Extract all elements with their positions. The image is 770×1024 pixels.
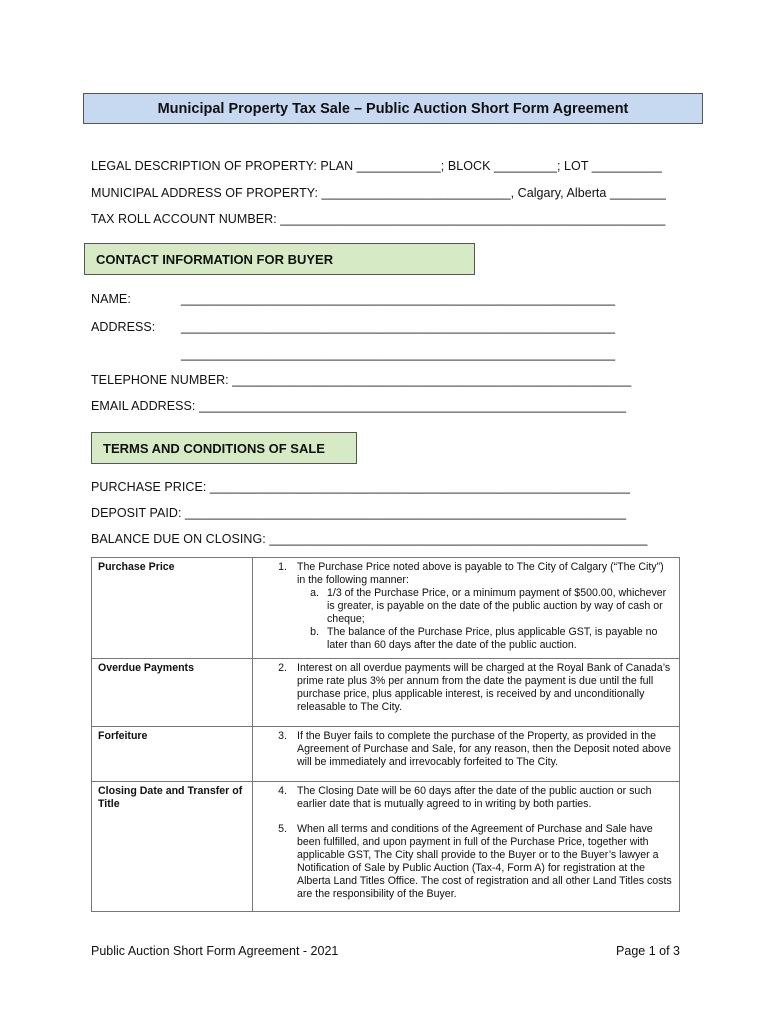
name-label: NAME: <box>91 292 131 306</box>
closing-date-label: Closing Date and Transfer of Title <box>92 782 253 912</box>
sub-item-text: 1/3 of the Purchase Price, or a minimum payment of $500.00, whichever is greater, is payable on the date of the public auction by way of cash or cheque; <box>327 587 667 625</box>
purchase-price-line: PURCHASE PRICE: ____________________________________________________________ <box>91 480 630 494</box>
forfeiture-label: Forfeiture <box>92 727 253 782</box>
table-row <box>92 782 680 912</box>
item-text: When all terms and conditions of the Agreement of Purchase and Sale have been fulfilled, and upon payment in full of the Purchase Price, together with applicable GST, The City shall provide to the Buyer or to the Buyer’s lawyer a Notification of Sale by Public Auction (Tax-4, Form A) for registration at the Alberta Land Titles Office. The cost of registration and all other Land Titles costs are the responsibility of the Buyer. <box>297 823 672 900</box>
item-text <box>297 561 673 652</box>
item-number: 2. <box>278 662 287 674</box>
sub-letter: a. <box>310 587 319 599</box>
sub-item-text: The balance of the Purchase Price, plus applicable GST, is payable no later than 60 days after the date of the public auction. <box>327 626 658 651</box>
item-number: 3. <box>278 730 287 742</box>
address-field-line-2: ______________________________________________________________ <box>181 347 616 361</box>
tax-roll-line: TAX ROLL ACCOUNT NUMBER: _______________________________________________________ <box>91 212 666 226</box>
closing-date-terms <box>253 782 680 912</box>
balance-due-line: BALANCE DUE ON CLOSING: ______________________________________________________ <box>91 532 648 546</box>
item-text: Interest on all overdue payments will be charged at the Royal Bank of Canada’s prime rate plus 3% per annum from the date the payment is due until the full purchase price, plus applicable interest, is received by and unconditionally releasable to The City. <box>297 662 671 713</box>
buyer-section-heading: CONTACT INFORMATION FOR BUYER <box>84 243 475 275</box>
forfeiture-terms <box>253 727 680 782</box>
footer-title: Public Auction Short Form Agreement - 2021 <box>91 944 339 958</box>
address-field-line-1: ______________________________________________________________ <box>181 320 616 334</box>
overdue-payments-terms <box>253 659 680 727</box>
page-number: Page 1 of 3 <box>616 944 680 958</box>
document-title: Municipal Property Tax Sale – Public Auction Short Form Agreement <box>83 93 703 124</box>
purchase-price-terms <box>253 558 680 659</box>
item-text: The Closing Date will be 60 days after the date of the public auction or such earlier date that is mutually agreed to in writing by both parties. <box>297 785 652 810</box>
item-number: 4. <box>278 785 287 797</box>
purchase-price-label: Purchase Price <box>92 558 253 659</box>
address-label: ADDRESS: <box>91 320 156 334</box>
table-row <box>92 727 680 782</box>
terms-table <box>91 557 680 912</box>
item-intro: The Purchase Price noted above is payable to The City of Calgary (“The City”) in the following manner: <box>297 561 664 586</box>
overdue-payments-label: Overdue Payments <box>92 659 253 727</box>
item-number: 5. <box>278 823 287 835</box>
deposit-paid-line: DEPOSIT PAID: _______________________________________________________________ <box>91 506 627 520</box>
legal-description-line: LEGAL DESCRIPTION OF PROPERTY: PLAN ____________; BLOCK _________; LOT __________ <box>91 159 662 173</box>
table-row <box>92 659 680 727</box>
email-line: EMAIL ADDRESS: _____________________________________________________________ <box>91 399 627 413</box>
item-number: 1. <box>278 561 287 573</box>
terms-section-heading: TERMS AND CONDITIONS OF SALE <box>91 432 357 464</box>
table-row <box>92 558 680 659</box>
item-text: If the Buyer fails to complete the purchase of the Property, as provided in the Agreement of Purchase and Sale, for any reason, then the Deposit noted above will be immediately and irrevocably forfeited to The City. <box>297 730 671 768</box>
telephone-line: TELEPHONE NUMBER: _________________________________________________________ <box>91 373 632 387</box>
name-field-line: ______________________________________________________________ <box>181 292 616 306</box>
sub-letter: b. <box>310 626 319 638</box>
municipal-address-line: MUNICIPAL ADDRESS OF PROPERTY: ___________________________, Calgary, Alberta ________ <box>91 186 666 200</box>
